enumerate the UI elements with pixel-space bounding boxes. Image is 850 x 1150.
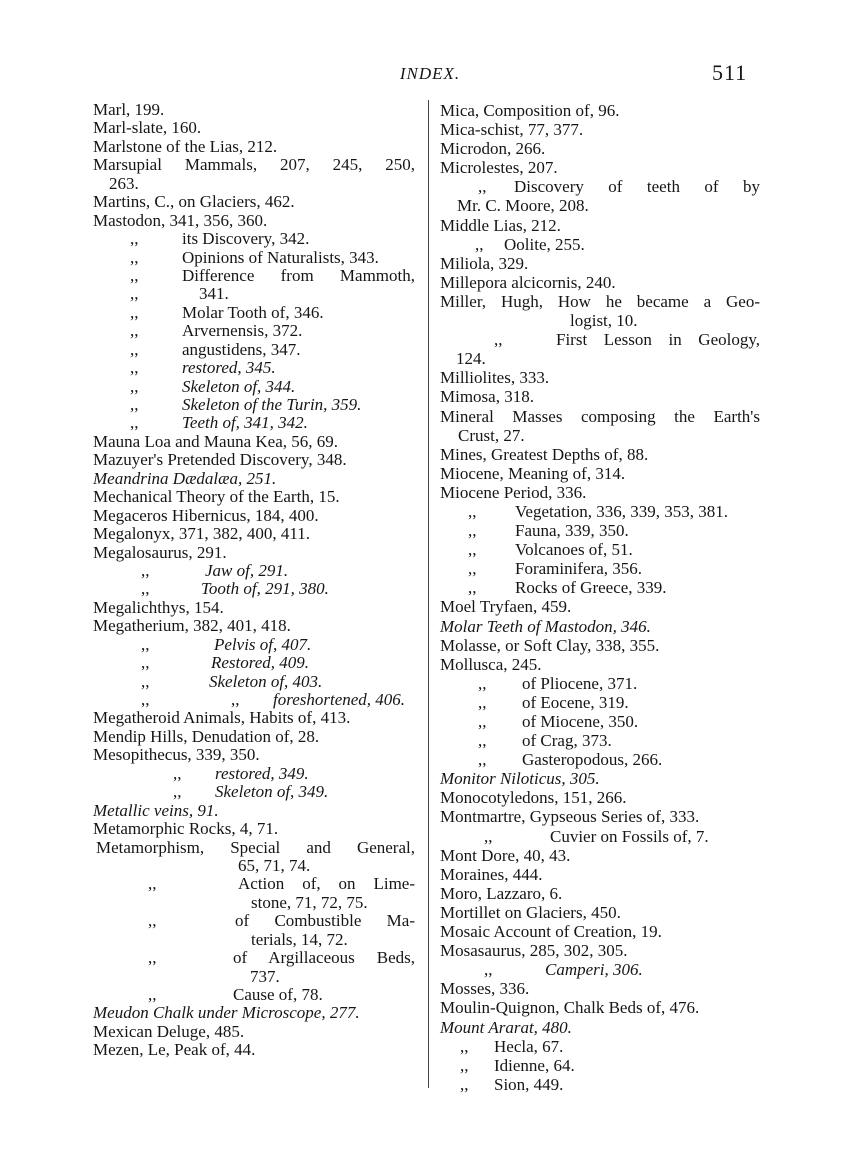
index-subentry: ,, Skeleton of, 349. [173,782,329,802]
index-entry: Mosaic Account of Creation, 19. [440,922,662,942]
index-subentry: ,, Opinions of Naturalists, 343. [130,247,379,267]
index-subentry: ,, Camperi, 306. [484,960,643,980]
index-entry-continuation: 65, 71, 74. [238,855,311,875]
index-subentry: ,, Action of, on Lime- [148,874,415,894]
ditto-mark: ,, [173,763,182,783]
index-entry: Mimosa, 318. [440,387,534,407]
index-entry: Megalichthys, 154. [93,597,224,617]
index-entry: Metallic veins, 91. [93,800,219,820]
index-entry: Marl-slate, 160. [93,118,202,138]
page-number: 511 [712,60,748,85]
ditto-mark: ,, [148,874,157,894]
index-entry: Megalonyx, 371, 382, 400, 411. [93,524,311,544]
index-subentry: ,, restored, 349. [173,763,309,783]
index-entry: Megaceros Hibernicus, 184, 400. [93,505,319,525]
ditto-mark: ,, [130,395,139,414]
index-entry: Mosses, 336. [440,979,530,999]
index-entry: Microdon, 266. [440,139,546,159]
index-entry: Marlstone of the Lias, 212. [93,136,278,156]
index-subentry: ,, 341. [130,284,229,304]
ditto-mark: ,, [468,559,477,579]
index-entry: Mechanical Theory of the Earth, 15. [93,487,340,507]
index-subentry: ,, Pelvis of, 407. [141,634,312,654]
ditto-mark: ,, [130,247,139,267]
ditto-mark: ,, [478,731,487,751]
ditto-mark: ,, [148,985,157,1004]
ditto-mark: ,, [468,521,477,541]
index-entry: Megalosaurus, 291. [93,542,227,562]
index-subentry: ,, First Lesson in Geology, [494,330,760,350]
ditto-mark: ,, [141,690,150,709]
index-entry: Meudon Chalk under Microscope, 277. [93,1003,360,1023]
ditto-mark: ,, [130,358,139,378]
index-subentry: ,, Volcanoes of, 51. [468,540,633,560]
ditto-mark: ,, [130,376,139,396]
ditto-mark: ,, [148,948,157,968]
index-subentry-continuation: stone, 71, 72, 75. [251,892,368,912]
index-entry: Moel Tryfaen, 459. [440,597,572,617]
index-entry: Monocotyledons, 151, 266. [440,788,627,808]
index-subentry: ,, Oolite, 255. [475,234,585,254]
ditto-mark: ,, [478,177,487,197]
index-entry: Microlestes, 207. [440,158,558,178]
index-subentry: ,, Skeleton of the Turin, 359. [130,395,362,414]
index-entry: Mont Dore, 40, 43. [440,845,571,865]
index-entry: Mesopithecus, 339, 350. [93,745,260,765]
index-entry-continuation: Crust, 27. [458,425,525,445]
index-entry: Mica, Composition of, 96. [440,101,620,120]
ditto-mark: ,, [460,1055,469,1075]
index-subentry: ,, Restored, 409. [141,653,310,673]
index-subentry-continuation: terials, 14, 72. [251,929,348,949]
ditto-mark: ,, [484,960,493,980]
index-subentry: ,, of Argillaceous Beds, [148,948,415,968]
index-entry: Molar Teeth of Mastodon, 346. [440,616,651,636]
ditto-mark: ,, [468,540,477,560]
index-entry: Metamorphic Rocks, 4, 71. [93,819,279,839]
index-entry: Miocene Period, 336. [440,482,587,502]
index-column-right [440,101,760,1094]
index-entry-continuation: 263. [109,173,139,193]
index-subentry: ,, angustidens, 347. [130,339,301,359]
ditto-mark: ,, [141,653,150,673]
index-subentry: ,, Hecla, 67. [460,1036,564,1056]
index-entry: Miocene, Meaning of, 314. [440,463,626,483]
index-entry: Monitor Niloticus, 305. [440,769,600,789]
index-subentry: ,, Fauna, 339, 350. [468,521,629,541]
ditto-mark: ,, [478,673,487,693]
running-head-title: INDEX. [399,64,461,83]
index-entry: Mendip Hills, Denudation of, 28. [93,726,320,746]
index-subentry: ,, Molar Tooth of, 346. [130,302,324,322]
ditto-mark: ,, [478,750,487,770]
index-subentry: ,, Foraminifera, 356. [468,559,642,579]
index-entry: Mazuyer's Pretended Discovery, 348. [93,450,347,470]
index-entry-continuation: logist, 10. [570,311,638,331]
index-subentry: ,, Skeleton of, 403. [141,671,323,691]
ditto-mark: ,, [148,911,157,931]
index-entry: Milliolites, 333. [440,368,550,388]
index-entry: Marsupial Mammals, 207, 245, 250, [93,155,415,175]
index-subentry: ,, of Pliocene, 371. [478,673,638,693]
index-entry: Megatherium, 382, 401, 418. [93,616,291,636]
index-entry: Mastodon, 341, 356, 360. [93,210,268,230]
index-subentry-continuation: 737. [250,966,280,986]
index-entry: Martins, C., on Glaciers, 462. [93,192,295,212]
index-entry: Mosasaurus, 285, 302, 305. [440,941,628,961]
ditto-mark: ,, [130,321,139,341]
index-entry: Molasse, or Soft Clay, 338, 355. [440,635,660,655]
index-subentry: ,, Sion, 449. [460,1074,564,1094]
index-column-left [93,101,415,1060]
ditto-mark: ,, [460,1036,469,1056]
ditto-mark: ,, [130,339,139,359]
index-subentry: ,, Idienne, 64. [460,1055,575,1075]
index-subentry: ,, Jaw of, 291. [141,560,289,580]
index-entry: Millepora alcicornis, 240. [440,272,616,292]
index-entry: Montmartre, Gypseous Series of, 333. [440,807,700,827]
index-subentry: ,, Vegetation, 336, 339, 353, 381. [468,501,728,521]
index-subentry: ,, Rocks of Greece, 339. [468,578,667,598]
index-subentry: ,, restored, 345. [130,358,276,378]
index-subentry: ,, Skeleton of, 344. [130,376,296,396]
ditto-mark: ,, [478,712,487,731]
index-entry: Marl, 199. [93,100,165,119]
index-entry-continuation: 124. [456,349,486,369]
ditto-mark: ,, [173,782,182,802]
index-entry: Middle Lias, 212. [440,215,561,235]
index-entry: Mineral Masses composing the Earth's [440,406,760,426]
index-entry: Meandrina Dædalæa, 251. [93,468,277,488]
ditto-mark: ,, [130,284,139,304]
ditto-mark: ,, [130,265,139,285]
index-entry: Moro, Lazzaro, 6. [440,883,563,903]
index-entry: Mortillet on Glaciers, 450. [440,902,621,922]
index-entry: Mica-schist, 77, 377. [440,120,584,140]
index-subentry: ,, Discovery of teeth of by [478,177,760,197]
index-entry: Mines, Greatest Depths of, 88. [440,444,649,464]
index-entry: Mollusca, 245. [440,654,542,674]
index-entry: Moraines, 444. [440,864,543,884]
index-subentry: ,, Difference from Mammoth, [130,265,415,285]
index-entry: Moulin-Quignon, Chalk Beds of, 476. [440,998,700,1018]
ditto-mark: ,, [141,560,150,580]
index-subentry: ,, Tooth of, 291, 380. [141,579,329,599]
ditto-mark: ,, [231,690,240,709]
index-subentry: ,, ,, foreshortened, 406. [141,690,406,709]
index-subentry: ,, Cuvier on Fossils of, 7. [484,826,709,846]
ditto-mark: ,, [494,330,503,350]
ditto-mark: ,, [130,413,139,433]
ditto-mark: ,, [141,671,150,691]
column-divider [428,100,429,1088]
ditto-mark: ,, [468,501,477,521]
index-subentry: ,, Arvernensis, 372. [130,321,303,341]
index-entry: Mount Ararat, 480. [440,1017,572,1037]
index-entry: Mauna Loa and Mauna Kea, 56, 69. [93,431,339,451]
index-entry: Mexican Deluge, 485. [93,1021,245,1041]
index-subentry: ,, Gasteropodous, 266. [478,750,663,770]
index-subentry: ,, Teeth of, 341, 342. [130,413,308,433]
index-subentry: ,, its Discovery, 342. [130,229,310,249]
index-subentry: ,, of Miocene, 350. [478,712,639,731]
index-subentry-continuation: Mr. C. Moore, 208. [457,196,589,216]
ditto-mark: ,, [468,578,477,598]
index-entry: Megatheroid Animals, Habits of, 413. [93,708,351,728]
index-subentry: ,, of Combustible Ma- [148,911,415,931]
index-subentry: ,, of Eocene, 319. [478,692,629,712]
ditto-mark: ,, [478,692,487,712]
index-subentry: ,, Cause of, 78. [148,985,323,1004]
ditto-mark: ,, [460,1074,469,1094]
index-entry: Metamorphism, Special and General, [96,837,415,857]
ditto-mark: ,, [475,234,484,254]
index-entry: Miliola, 329. [440,253,529,273]
index-entry: Miller, Hugh, How he became a Geo- [440,291,760,311]
ditto-mark: ,, [130,302,139,322]
ditto-mark: ,, [484,826,493,846]
ditto-mark: ,, [141,579,150,599]
index-entry: Mezen, Le, Peak of, 44. [93,1040,256,1060]
ditto-mark: ,, [130,229,139,249]
index-subentry: ,, of Crag, 373. [478,731,612,751]
ditto-mark: ,, [141,634,150,654]
